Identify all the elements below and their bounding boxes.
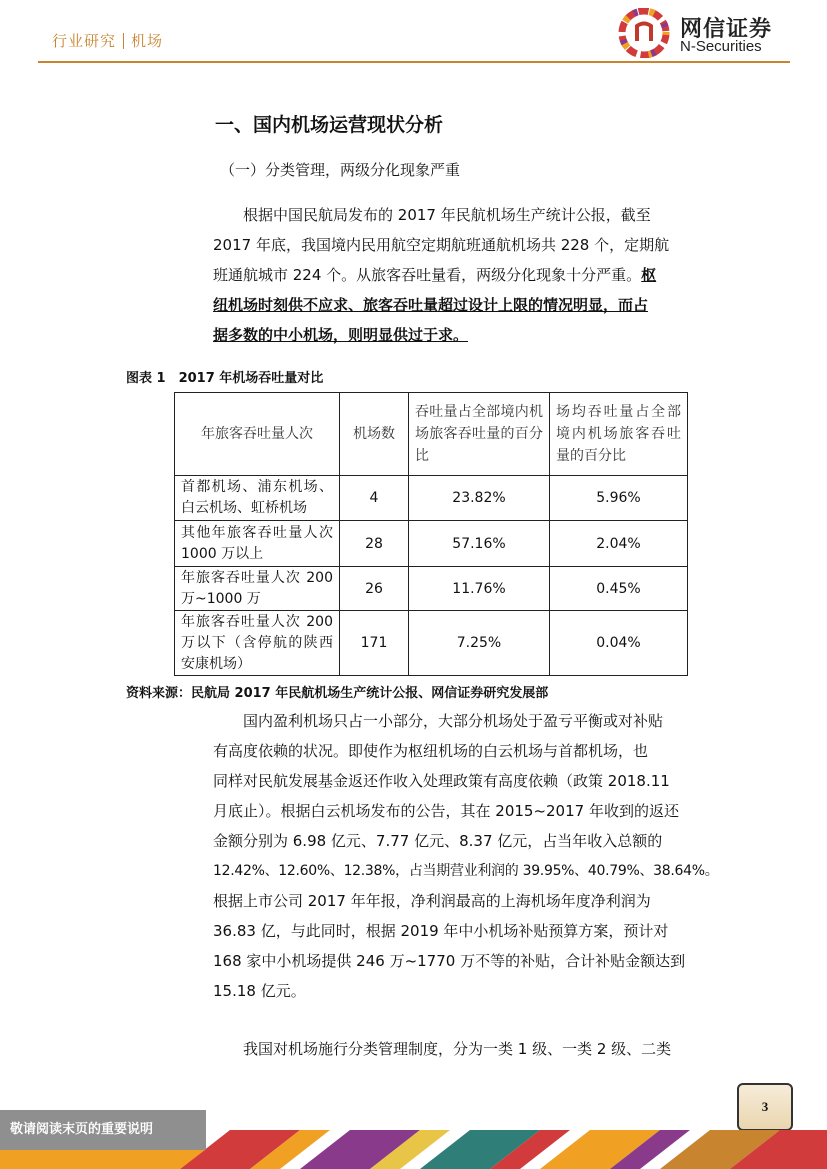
- disclaimer-notice: 敬请阅读末页的重要说明: [0, 1110, 206, 1150]
- paragraph-3: [213, 1034, 703, 1064]
- page-number: 3: [737, 1083, 793, 1131]
- table-row: [175, 476, 688, 521]
- table-cell: 0.04%: [550, 611, 688, 676]
- table-row: [175, 611, 688, 676]
- header-subcategory: 机场: [131, 32, 164, 50]
- column-header: 场均吞吐量占全部境内机场旅客吞吐量的百分比: [550, 393, 688, 476]
- section-subtitle: （一）分类管理，两级分化现象严重: [220, 161, 461, 179]
- paragraph-line: 月底止）。根据白云机场发布的公告，其在 2015~2017 年收到的返还: [213, 802, 679, 820]
- logo-chinese-name: 网信证券: [680, 17, 773, 42]
- paragraph-line: 金额分别为 6.98 亿元、7.77 亿元、8.37 亿元，占当年收入总额的: [213, 832, 663, 850]
- table-cell: 171: [340, 611, 409, 676]
- table-cell: 0.45%: [550, 567, 688, 611]
- logo-english-name: N-Securities: [680, 38, 762, 55]
- header-category: 行业研究: [52, 32, 117, 50]
- figure-caption: 图表 1 2017 年机场吞吐量对比: [126, 371, 324, 386]
- figure-source: 资料来源：民航局 2017 年民航机场生产统计公报、网信证券研究发展部: [126, 686, 549, 701]
- header-divider: [123, 33, 124, 49]
- header-rule: [38, 61, 790, 63]
- table-cell: 年旅客吞吐量人次 200 万~1000 万: [175, 567, 340, 611]
- header-breadcrumb: [52, 30, 163, 51]
- emphasis-text: 枢: [641, 266, 657, 284]
- table-cell: 57.16%: [409, 521, 550, 567]
- paragraph-line: 根据上市公司 2017 年年报，净利润最高的上海机场年度净利润为: [213, 892, 651, 910]
- table-cell: 26: [340, 567, 409, 611]
- paragraph-line: 根据中国民航局发布的 2017 年民航机场生产统计公报，截至: [243, 206, 651, 224]
- section-title: 一、国内机场运营现状分析: [215, 114, 444, 136]
- paragraph-line: 同样对民航发展基金返还作收入处理政策有高度依赖（政策 2018.11: [213, 772, 670, 790]
- table-cell: 4: [340, 476, 409, 521]
- paragraph-line: [213, 260, 703, 290]
- emphasis-line: 据多数的中小机场，则明显供过于求。: [213, 326, 469, 344]
- airport-throughput-table: [174, 392, 688, 676]
- table-cell: 7.25%: [409, 611, 550, 676]
- paragraph-line: 2017 年底，我国境内民用航空定期航班通航机场共 228 个，定期航: [213, 236, 670, 254]
- paragraph-line: 有高度依赖的状况。即使作为枢纽机场的白云机场与首都机场，也: [213, 742, 649, 760]
- table-header-row: [175, 393, 688, 476]
- paragraph-line: 36.83 亿，与此同时，根据 2019 年中小机场补贴预算方案，预计对: [213, 922, 669, 940]
- paragraph-line: 168 家中小机场提供 246 万~1770 万不等的补贴，合计补贴金额达到: [213, 952, 686, 970]
- column-header: 机场数: [340, 393, 409, 476]
- paragraph-text: 班通航城市 224 个。从旅客吞吐量看，两级分化现象十分严重。: [213, 266, 642, 284]
- column-header: 年旅客吞吐量人次: [175, 393, 340, 476]
- table-cell: 23.82%: [409, 476, 550, 521]
- table-cell: 11.76%: [409, 567, 550, 611]
- paragraph-1: [213, 200, 703, 350]
- table-row: [175, 567, 688, 611]
- table-cell: 年旅客吞吐量人次 200 万以下（含停航的陕西安康机场）: [175, 611, 340, 676]
- paragraph-2: [213, 706, 719, 1006]
- company-logo: [618, 8, 798, 60]
- table-row: [175, 521, 688, 567]
- table-cell: 5.96%: [550, 476, 688, 521]
- column-header: 吞吐量占全部境内机场旅客吞吐量的百分比: [409, 393, 550, 476]
- emphasis-line: 纽机场时刻供不应求、旅客吞吐量超过设计上限的情况明显，而占: [213, 296, 649, 314]
- table-cell: 28: [340, 521, 409, 567]
- table-cell: 2.04%: [550, 521, 688, 567]
- paragraph-line: 15.18 亿元。: [213, 982, 306, 1000]
- n-securities-logo-icon: [618, 8, 670, 58]
- table-cell: 其他年旅客吞吐量人次 1000 万以上: [175, 521, 340, 567]
- paragraph-line: 国内盈利机场只占一小部分，大部分机场处于盈亏平衡或对补贴: [243, 712, 664, 730]
- paragraph-line: 12.42%、12.60%、12.38%，占当期营业利润的 39.95%、40.79%、38.64%。: [213, 863, 719, 879]
- table-cell: 首都机场、浦东机场、白云机场、虹桥机场: [175, 476, 340, 521]
- paragraph-line: 我国对机场施行分类管理制度，分为一类 1 级、一类 2 级、二类: [243, 1040, 672, 1058]
